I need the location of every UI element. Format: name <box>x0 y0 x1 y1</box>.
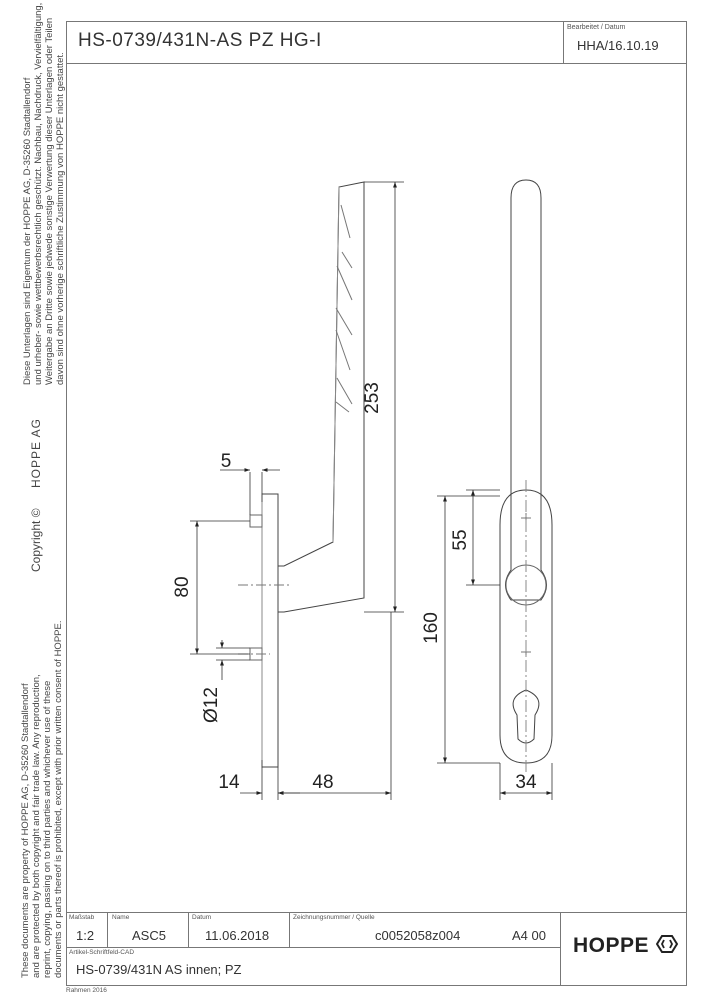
side-dimensions <box>190 182 404 800</box>
frame-version-label: Rahmen 2016 <box>66 987 107 994</box>
title-block-divider <box>107 912 108 947</box>
screw-upper <box>250 515 262 527</box>
edited-label: Bearbeitet / Datum <box>567 24 626 31</box>
edited-value: HHA/16.10.19 <box>577 38 659 53</box>
legal-notice-german-line: davon sind ohne vorherige schriftliche Zustimmung von HOPPE nicht gestattet. <box>55 52 66 385</box>
dim-rose-width: 34 <box>515 772 537 793</box>
copyright-vertical: Copyright © <box>29 508 43 572</box>
drawing-number-value: c0052058z004 <box>375 928 461 943</box>
dim-depth-handle: 48 <box>312 772 334 793</box>
scale-label: Maßstab <box>69 914 95 921</box>
title-block-divider <box>188 912 189 947</box>
legal-notice-german-line: Weitergabe an Dritte sowie jedwede sonstige Verwertung dieser Unterlagen oder Teilen <box>44 17 55 385</box>
handle-outline <box>278 182 364 612</box>
front-view <box>500 180 552 775</box>
drawing-number-label: Zeichnungsnummer / Quelle <box>293 914 375 921</box>
side-view <box>238 182 364 767</box>
dim-height-total: 253 <box>362 382 383 414</box>
dim-spacing: 80 <box>172 576 193 598</box>
legal-notice-german-line: Diese Unterlagen sind Eigentum der HOPPE AG, D-35260 Stadtallendorf <box>22 77 33 385</box>
hoppe-logo-text: HOPPE <box>573 934 650 957</box>
date-label: Datum <box>192 914 212 921</box>
drawing-title: HS-0739/431N-AS PZ HG-I <box>78 30 322 51</box>
hoppe-logo-icon <box>656 934 678 954</box>
scale-value: 1:2 <box>76 928 95 943</box>
dim-diameter: Ø12 <box>201 687 222 723</box>
legal-notice-english-line: documents or parts thereof is prohibited, except with prior written consent of HOPPE. <box>53 620 64 978</box>
dim-offset-top: 5 <box>220 451 232 472</box>
title-block-logo-divider <box>560 912 561 986</box>
name-label: Name <box>112 914 130 921</box>
article-label: Artikel-Schriftfeld-CAD <box>69 949 135 956</box>
title-block-top-line <box>66 912 687 913</box>
hoppe-logo <box>573 934 678 958</box>
company-name-vertical: HOPPE AG <box>29 417 43 488</box>
title-block-mid-line <box>66 947 560 948</box>
dim-depth-rose: 14 <box>218 772 240 793</box>
article-value: HS-0739/431N AS innen; PZ <box>76 962 242 977</box>
title-block-divider <box>289 912 290 947</box>
date-value: 11.06.2018 <box>205 928 270 943</box>
legal-notice-english-line: and are protected by both copyright and fair trade law. Any reproduction, <box>31 674 42 978</box>
name-value: ASC5 <box>132 928 166 943</box>
dim-rose-upper: 55 <box>450 529 471 551</box>
legal-notice-english-line: reprint, copying, passing on to third parties and whichever use of these <box>42 680 53 978</box>
legal-notice-english-line: These documents are property of HOPPE AG, D-35260 Stadtallendorf <box>20 683 31 978</box>
dim-rose-lower: 160 <box>421 612 442 644</box>
handle-inner-line <box>333 187 339 542</box>
legal-notice-german-line: und urheber- sowie wettbewerbsrechtlich geschützt. Nachbau, Nachdruck, Vervielfältigung, <box>33 2 44 385</box>
format-value: A4 00 <box>512 928 546 943</box>
rose-plate-outline <box>262 494 278 767</box>
